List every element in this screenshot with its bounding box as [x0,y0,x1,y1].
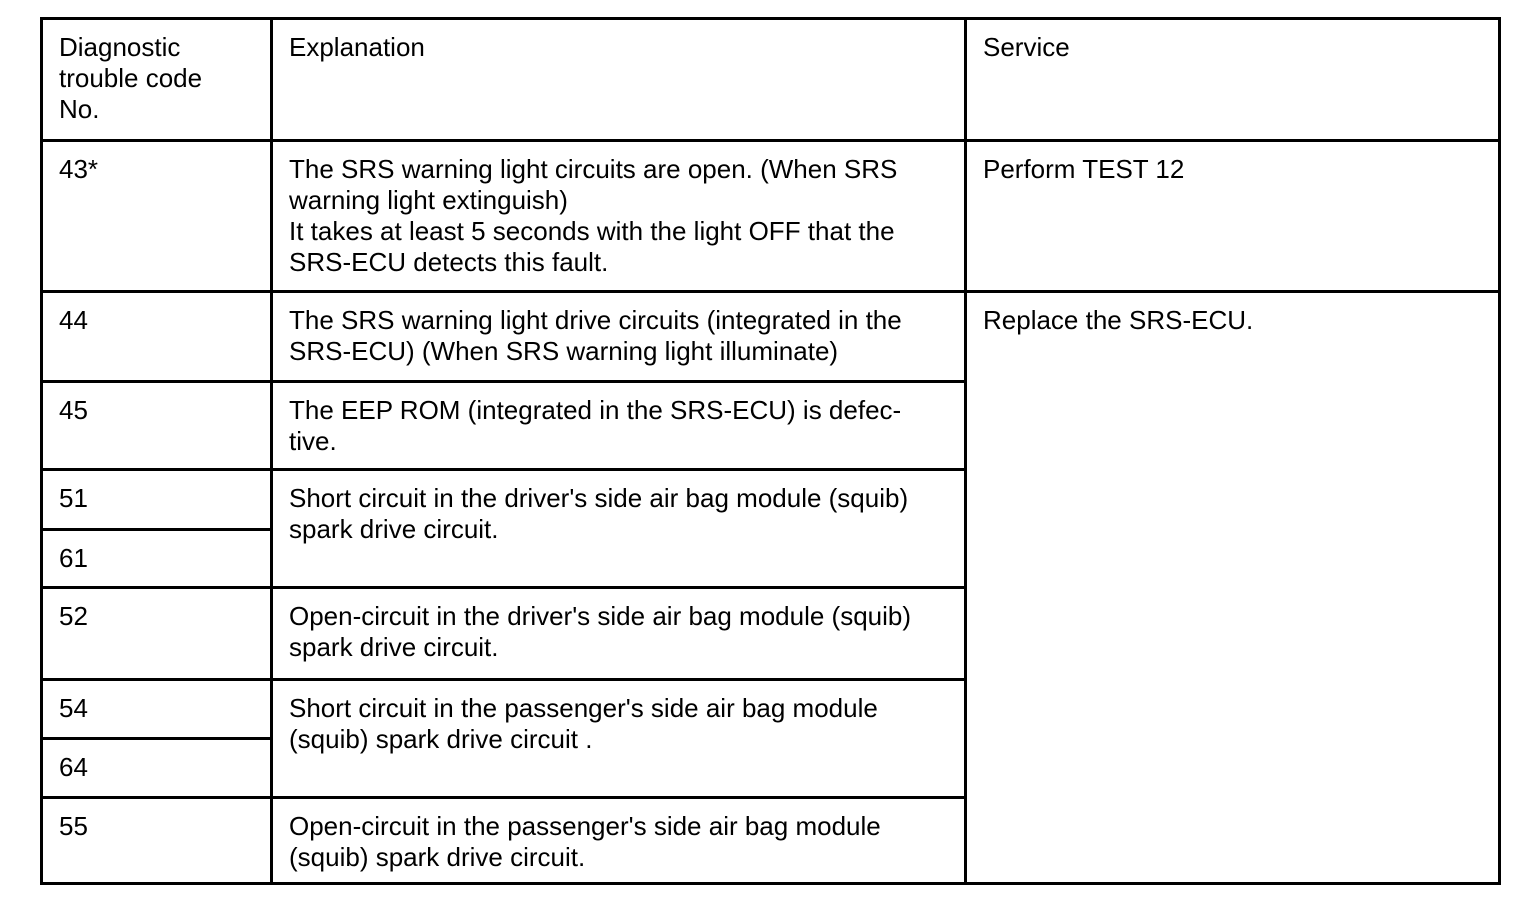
explanation-cell: Short circuit in the driver's side air bag module (squib) spark drive circuit. [272,470,966,588]
diagnostic-trouble-code-table [40,17,1501,885]
code-cell: 44 [42,292,272,382]
code-cell: 45 [42,382,272,470]
explanation-note: It takes at least 5 seconds with the light OFF that the SRS-ECU detects this fault. [289,216,895,277]
service-cell: Perform TEST 12 [966,141,1500,292]
header-service: Service [966,19,1500,141]
explanation-cell: Open-circuit in the driver's side air bag module (squib) spark drive circuit. [272,588,966,680]
code-cell: 43* [42,141,272,292]
code-cell: 51 [42,470,272,530]
code-cell: 54 [42,680,272,739]
table-header-row [42,19,1500,141]
explanation-cell [272,141,966,292]
explanation-cell: The SRS warning light drive circuits (integrated in the SRS-ECU) (When SRS warning light illuminate) [272,292,966,382]
table-row [42,141,1500,292]
service-cell: Replace the SRS-ECU. [966,292,1500,884]
header-code: Diagnostic trouble code No. [42,19,272,141]
code-cell: 52 [42,588,272,680]
code-cell: 61 [42,530,272,588]
code-cell: 64 [42,739,272,798]
header-explanation: Explanation [272,19,966,141]
code-cell: 55 [42,798,272,884]
explanation-cell: Open-circuit in the passenger's side air bag module (squib) spark drive circuit. [272,798,966,884]
explanation-text: The SRS warning light circuits are open. (When SRS warning light extinguish) [289,154,898,215]
table-row [42,292,1500,382]
explanation-cell: Short circuit in the passenger's side air bag module (squib) spark drive circuit . [272,680,966,798]
explanation-cell: The EEP ROM (integrated in the SRS-ECU) is defec-tive. [272,382,966,470]
